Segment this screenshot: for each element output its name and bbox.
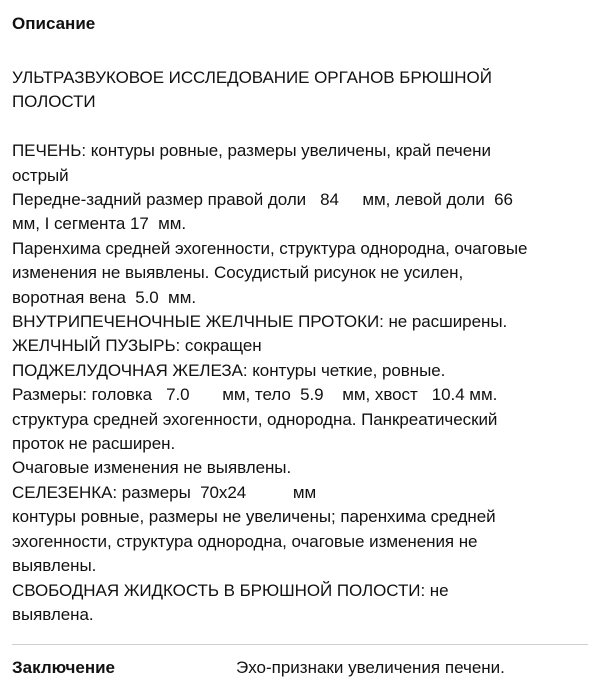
description-line: СВОБОДНАЯ ЖИДКОСТЬ В БРЮШНОЙ ПОЛОСТИ: не <box>12 580 449 600</box>
paragraph-spacer <box>12 115 588 139</box>
description-line: Передне-задний размер правой доли 84 мм, левой доли 66 <box>12 190 513 210</box>
description-line: выявлены. <box>12 556 97 576</box>
description-heading: Описание <box>12 14 96 33</box>
description-line: выявлена. <box>12 604 94 624</box>
description-line: СЕЛЕЗЕНКА: размеры 70x24 мм <box>12 482 317 502</box>
description-line: ПОДЖЕЛУДОЧНАЯ ЖЕЛЕЗА: контуры четкие, ровные. <box>12 360 446 380</box>
description-line: ВНУТРИПЕЧЕНОЧНЫЕ ЖЕЛЧНЫЕ ПРОТОКИ: не расширены. <box>12 312 508 332</box>
conclusion-value: Эхо-признаки увеличения печени. <box>236 658 505 677</box>
description-line: проток не расширен. <box>12 434 176 454</box>
description-line: ЖЕЛЧНЫЙ ПУЗЫРЬ: сокращен <box>12 336 262 356</box>
description-line: Размеры: головка 7.0 мм, тело 5.9 мм, хвост 10.4 мм. <box>12 385 498 405</box>
description-line: Очаговые изменения не выявлены. <box>12 458 292 478</box>
description-line: контуры ровные, размеры не увеличены; паренхима средней <box>12 507 496 527</box>
description-body <box>12 66 588 627</box>
description-line: воротная вена 5.0 мм. <box>12 287 196 307</box>
description-line: мм, I сегмента 17 мм. <box>12 214 187 234</box>
description-line: острый <box>12 165 69 185</box>
description-line: Паренхима средней эхогенности, структура однородна, очаговые <box>12 238 528 258</box>
description-line: ПОЛОСТИ <box>12 92 96 112</box>
conclusion-label: Заключение <box>12 658 115 677</box>
description-line: структура средней эхогенности, однородна. Панкреатический <box>12 409 498 429</box>
description-line: УЛЬТРАЗВУКОВОЕ ИССЛЕДОВАНИЕ ОРГАНОВ БРЮШНОЙ <box>12 68 492 87</box>
description-line: эхогенности, структура однородна, очаговые изменения не <box>12 531 478 551</box>
section-divider <box>12 644 588 645</box>
description-line: ПЕЧЕНЬ: контуры ровные, размеры увеличены, край печени <box>12 141 491 161</box>
description-line: изменения не выявлены. Сосудистый рисунок не усилен, <box>12 263 464 283</box>
